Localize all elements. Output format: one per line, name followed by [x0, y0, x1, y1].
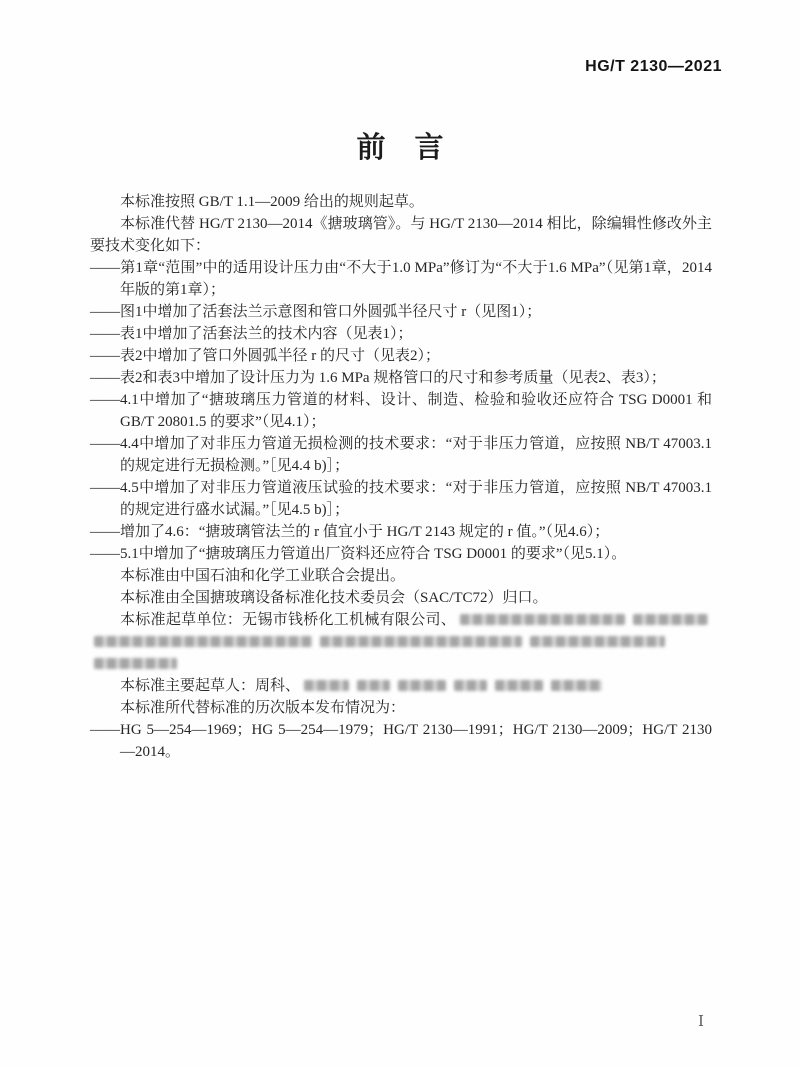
- foreword-paragraph: 本标准主要起草人：周科、: [90, 675, 712, 697]
- bullet-item: ——4.5中增加了对非压力管道液压试验的技术要求：“对于非压力管道，应按照 NB/T 47003.1 的规定进行盛水试漏。”［见4.5 b)］；: [90, 480, 712, 518]
- bullet-item: ——4.4中增加了对非压力管道无损检测的技术要求：“对于非压力管道，应按照 NB/T 47003.1 的规定进行无损检测。”［见4.4 b)］；: [90, 436, 712, 474]
- page-number: Ⅰ: [698, 1014, 704, 1030]
- redacted-text: [460, 614, 625, 625]
- bullet-item: ——表2中增加了管口外圆弧半径 r 的尺寸（见表2）；: [90, 348, 440, 364]
- redacted-text: [454, 680, 487, 691]
- foreword-paragraph: 本标准代替 HG/T 2130—2014《搪玻璃管》。与 HG/T 2130—2014 相比，除编辑性修改外主要技术变化如下：: [90, 216, 712, 254]
- redacted-text: [357, 680, 390, 691]
- foreword-paragraph: 本标准按照 GB/T 1.1—2009 给出的规则起草。: [120, 194, 424, 210]
- foreword-paragraph: 本标准由全国搪玻璃设备标准化技术委员会（SAC/TC72）归口。: [120, 590, 548, 606]
- document-body: [90, 191, 712, 763]
- bullet-item: ——第1章“范围”中的适用设计压力由“不大于1.0 MPa”修订为“不大于1.6 MPa”（见第1章，2014年版的第1章）；: [90, 260, 712, 298]
- bullet-item: ——增加了4.6：“搪玻璃管法兰的 r 值宜小于 HG/T 2143 规定的 r 值。”（见4.6）；: [90, 524, 610, 540]
- redacted-text: [94, 636, 312, 647]
- bullet-item: ——HG 5—254—1969；HG 5—254—1979；HG/T 2130—1991；HG/T 2130—2009；HG/T 2130—2014。: [90, 722, 712, 760]
- bullet-item: ——5.1中增加了“搪玻璃压力管道出厂资料还应符合 TSG D0001 的要求”（见5.1）。: [90, 546, 627, 562]
- foreword-paragraph: 本标准由中国石油和化学工业联合会提出。: [120, 568, 406, 584]
- redacted-text: [304, 680, 349, 691]
- foreword-paragraph: 本标准起草单位：无锡市钱桥化工机械有限公司、: [90, 609, 712, 675]
- redacted-text: [398, 680, 446, 691]
- redacted-text: [530, 636, 665, 647]
- bullet-item: ——表1中增加了活套法兰的技术内容（见表1）；: [90, 326, 413, 342]
- foreword-paragraph: 本标准所代替标准的历次版本发布情况为：: [120, 700, 406, 716]
- bullet-item: ——图1中增加了活套法兰示意图和管口外圆弧半径尺寸 r（见图1）；: [90, 304, 542, 320]
- redacted-text: [320, 636, 523, 647]
- redacted-text: [94, 658, 177, 669]
- bullet-item: ——表2和表3中增加了设计压力为 1.6 MPa 规格管口的尺寸和参考质量（见表2、表3）；: [90, 370, 666, 386]
- page-title: 前 言: [356, 132, 444, 164]
- bullet-item: ——4.1中增加了“搪玻璃压力管道的材料、设计、制造、检验和验收还应符合 TSG D0001 和 GB/T 20801.5 的要求”（见4.1）；: [90, 392, 712, 430]
- standard-code: HG/T 2130—2021: [585, 58, 722, 75]
- redacted-text: [495, 680, 543, 691]
- redacted-text: [633, 614, 708, 625]
- redacted-text: [551, 680, 602, 691]
